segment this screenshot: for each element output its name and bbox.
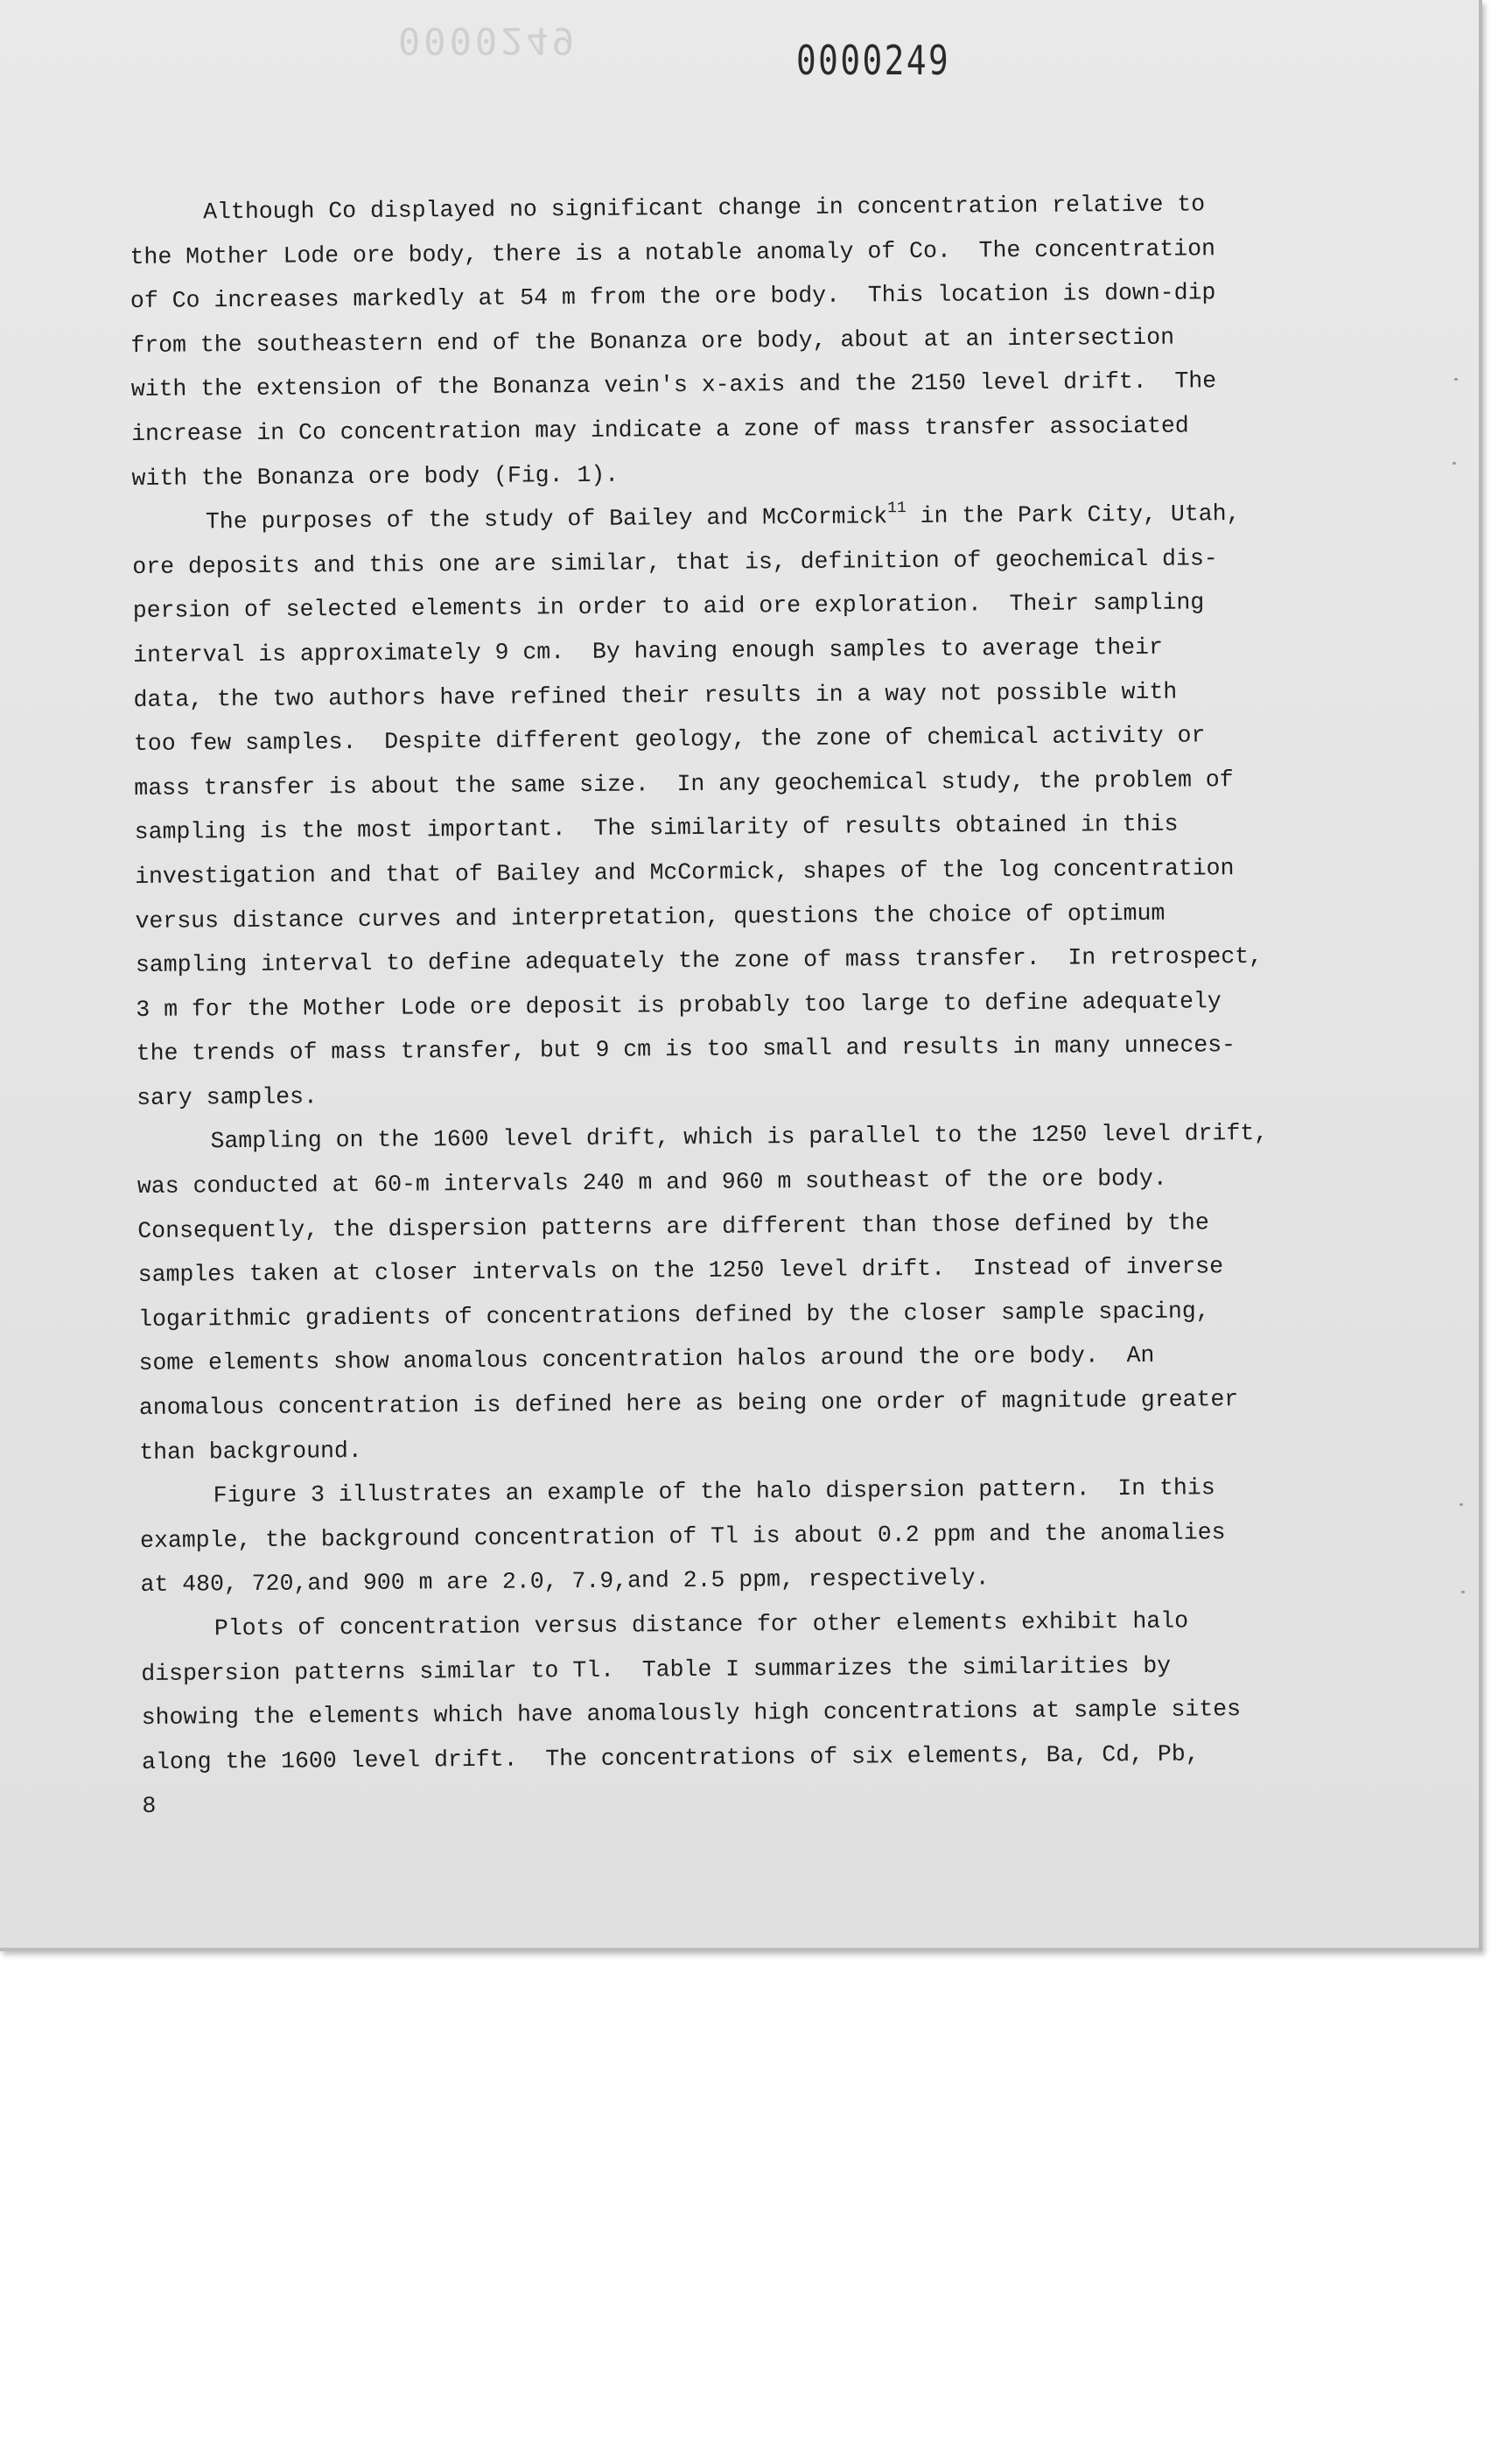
text-line: showing the elements which have anomalously high concentrations at sample sites (141, 1696, 1242, 1732)
text-line: versus distance curves and interpretation, questions the choice of optimum (135, 900, 1166, 934)
paragraph-2 (132, 491, 1345, 1120)
text-line: with the Bonanza ore body (Fig. 1). (131, 461, 620, 492)
text-line: data, the two authors have refined their results in a way not possible with (133, 678, 1178, 713)
text-line: Consequently, the dispersion patterns are different than those defined by the (137, 1209, 1209, 1244)
body-text (130, 181, 1350, 1829)
text-line: than background. (139, 1437, 362, 1466)
text-line: logarithmic gradients of concentrations defined by the closer sample spacing, (138, 1298, 1210, 1333)
scan-speck (1454, 378, 1458, 381)
text-line: Plots of concentration versus distance for other elements exhibit halo (214, 1607, 1189, 1642)
scan-speck (1452, 462, 1456, 465)
text-line: sampling is the most important. The similarity of results obtained in this (134, 810, 1179, 846)
text-line: investigation and that of Bailey and McCormick, shapes of the log concentration (135, 855, 1235, 890)
text-line: of Co increases markedly at 54 m from the ore body. This location is down-dip (130, 279, 1216, 315)
text-segment: in the Park City, Utah, (906, 500, 1241, 530)
text-line: anomalous concentration is defined here as being one order of magnitude greater (138, 1386, 1239, 1421)
paragraph-4 (140, 1465, 1348, 1607)
text-line: the trends of mass transfer, but 9 cm is too small and results in many unneces- (136, 1032, 1236, 1068)
text-line: persion of selected elements in order to aid ore exploration. Their sampling (132, 589, 1205, 625)
text-line: example, the background concentration of Tl is about 0.2 ppm and the anomalies (139, 1519, 1226, 1554)
text-line: from the southeastern end of the Bonanza ore body, about at an intersection (130, 324, 1175, 359)
text-line: was conducted at 60-m intervals 240 m and 960 m southeast of the ore body. (136, 1165, 1167, 1200)
text-line: the Mother Lode ore body, there is a notable anomaly of Co. The concentration (130, 234, 1216, 270)
text-line: with the extension of the Bonanza vein's x-axis and the 2150 level drift. The (130, 368, 1217, 403)
text-line: Figure 3 illustrates an example of the halo dispersion pattern. In this (213, 1474, 1215, 1509)
text-line: sary samples. (136, 1083, 318, 1111)
text-line: at 480, 720,and 900 m are 2.0, 7.9,and 2.5 ppm, respectively. (140, 1564, 990, 1599)
paragraph-3 (136, 1111, 1347, 1475)
text-line: samples taken at closer intervals on the 1250 level drift. Instead of inverse (137, 1253, 1224, 1289)
paragraph-1 (130, 181, 1340, 500)
bleed-through-number: 0000249 (398, 19, 578, 62)
text-line: Sampling on the 1600 level drift, which is parallel to the 1250 level drift, (210, 1120, 1269, 1155)
scan-speck (1461, 1591, 1465, 1593)
document-control-number: 0000249 (796, 37, 951, 84)
page-number: 8 (142, 1793, 157, 1820)
text-segment: The purposes of the study of Bailey and McCormick (205, 503, 888, 536)
text-line: mass transfer is about the same size. In any geochemical study, the problem of (134, 766, 1234, 802)
text-line: interval is approximately 9 cm. By having enough samples to average their (133, 634, 1164, 668)
text-line: sampling interval to define adequately the zone of mass transfer. In retrospect, (135, 942, 1264, 979)
text-line: ore deposits and this one are similar, that is, definition of geochemical dis- (132, 544, 1218, 580)
scan-speck (1460, 1503, 1463, 1506)
text-line: some elements show anomalous concentration halos around the ore body. An (138, 1342, 1155, 1377)
text-line: too few samples. Despite different geology, the zone of chemical activity or (133, 722, 1206, 758)
text-line: increase in Co concentration may indicate a zone of mass transfer associated (131, 412, 1189, 447)
text-line: along the 1600 level drift. The concentrations of six elements, Ba, Cd, Pb, (141, 1740, 1200, 1775)
text-line: 3 m for the Mother Lode ore deposit is probably too large to define adequately (136, 987, 1222, 1023)
text-line: Although Co displayed no significant change in concentration relative to (203, 191, 1206, 226)
text-line: dispersion patterns similar to Tl. Table I summarizes the similarities by (141, 1652, 1172, 1687)
paragraph-5 (141, 1598, 1350, 1784)
citation-superscript: 11 (887, 500, 906, 518)
